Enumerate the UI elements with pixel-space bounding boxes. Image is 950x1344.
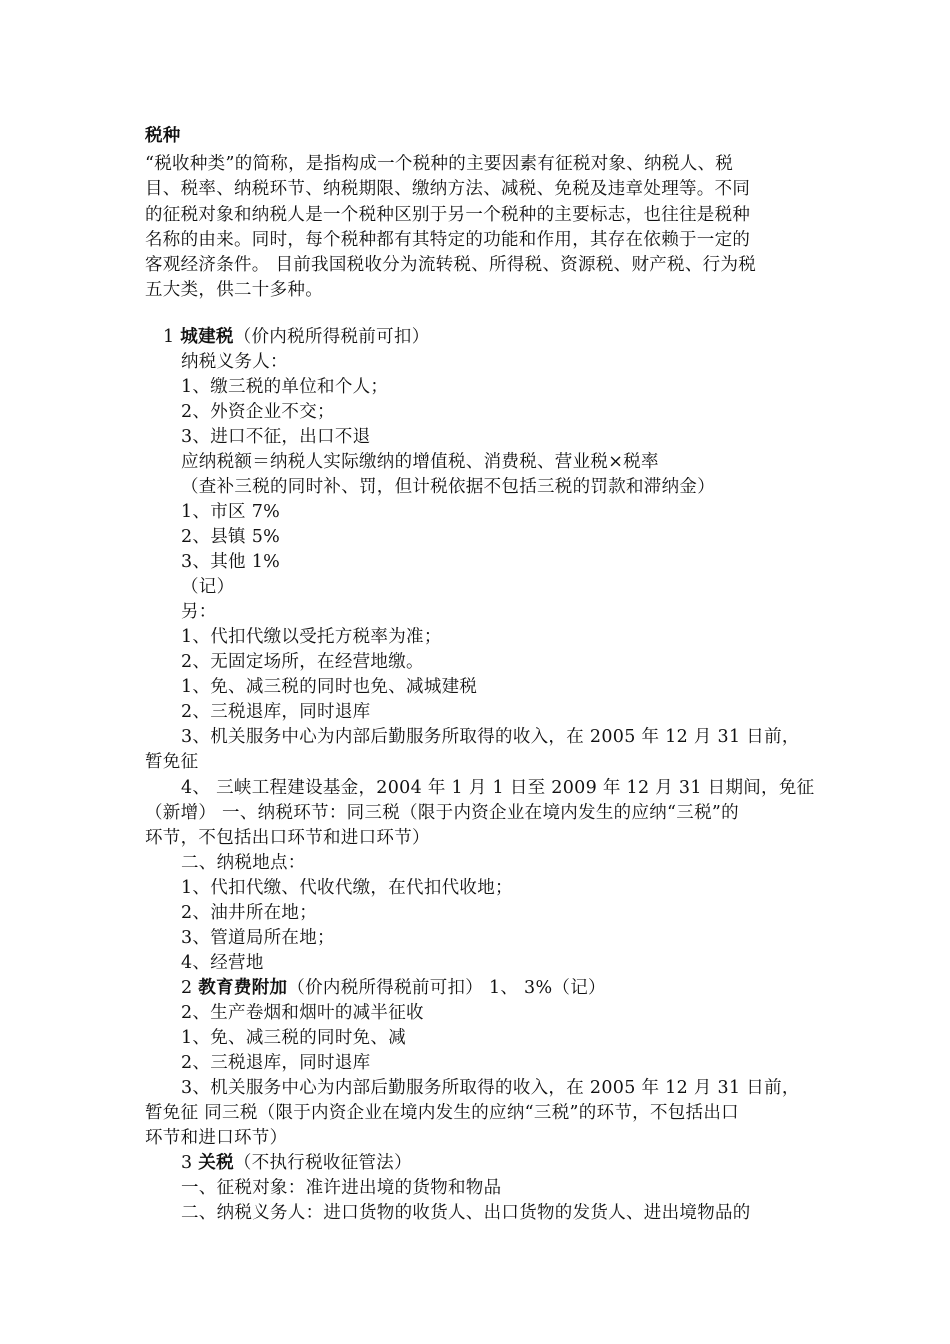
intro-line: “税收种类”的简称，是指构成一个税种的主要因素有征税对象、纳税人、税 — [145, 154, 734, 174]
body-line: 1、免、减三税的同时也免、减城建税 — [181, 677, 478, 697]
body-line: 1、代扣代缴以受托方税率为准； — [181, 627, 442, 647]
body-line: 环节和进口环节） — [145, 1128, 288, 1148]
page-title: 税种 — [145, 126, 181, 146]
body-line: 二、纳税义务人：进口货物的收货人、出口货物的发货人、进出境物品的 — [181, 1203, 751, 1223]
body-line: 纳税义务人： — [181, 352, 288, 372]
body-line: 3、进口不征，出口不退 — [181, 427, 371, 447]
body-line: 2、县镇 5% — [181, 527, 281, 547]
body-line: 2、油井所在地； — [181, 903, 318, 923]
body-line: 1、代扣代缴、代收代缴，在代扣代收地； — [181, 878, 513, 898]
intro-line: 五大类，供二十多种。 — [145, 280, 323, 300]
body-line: 1、缴三税的单位和个人； — [181, 377, 389, 397]
body-line: 一、征税对象：准许进出境的货物和物品 — [181, 1178, 502, 1198]
body-line: （新增） 一、纳税环节：同三税（限于内资企业在境内发生的应纳“三税”的 — [145, 803, 739, 823]
body-line: 二、纳税地点： — [181, 853, 306, 873]
section-heading-chengjianshui — [163, 325, 430, 349]
body-line: （查补三税的同时补、罚，但计税依据不包括三税的罚款和滞纳金） — [181, 477, 715, 497]
body-line: 4、经营地 — [181, 953, 264, 973]
intro-line: 目、税率、纳税环节、纳税期限、缴纳方法、减税、免税及违章处理等。不同 — [145, 179, 751, 199]
section-number: 3 — [181, 1153, 199, 1173]
body-line: 3、其他 1% — [181, 552, 281, 572]
body-line: 4、 三峡工程建设基金，2004 年 1 月 1 日至 2009 年 12 月 31 日期间，免征 — [181, 778, 815, 798]
body-line: 暂免征 同三税（限于内资企业在境内发生的应纳“三税”的环节，不包括出口 — [145, 1103, 739, 1123]
section-heading-guanshui — [181, 1151, 412, 1175]
body-line: 3、机关服务中心为内部后勤服务所取得的收入，在 2005 年 12 月 31 日前， — [181, 1078, 800, 1098]
body-line: 1、免、减三税的同时免、减 — [181, 1028, 407, 1048]
intro-line: 客观经济条件。 目前我国税收分为流转税、所得税、资源税、财产税、行为税 — [145, 255, 757, 275]
body-line: 3、机关服务中心为内部后勤服务所取得的收入，在 2005 年 12 月 31 日前， — [181, 727, 800, 747]
section-name: 城建税 — [180, 327, 234, 347]
body-line: 2、三税退库，同时退库 — [181, 702, 371, 722]
section-note: （不执行税收征管法） — [233, 1153, 412, 1173]
section-note: （价内税所得税前可扣） — [233, 327, 430, 347]
body-line: 2、无固定场所，在经营地缴。 — [181, 652, 424, 672]
body-line: 2、三税退库，同时退库 — [181, 1053, 371, 1073]
body-line: 3、管道局所在地； — [181, 928, 335, 948]
body-line: 2、生产卷烟和烟叶的减半征收 — [181, 1003, 424, 1023]
section-number: 1 — [163, 327, 181, 347]
body-line: 环节，不包括出口环节和进口环节） — [145, 828, 430, 848]
section-name: 教育费附加 — [198, 978, 288, 998]
body-line: 1、市区 7% — [181, 502, 281, 522]
body-line: 另： — [181, 602, 217, 622]
section-note: （价内税所得税前可扣） 1、 3%（记） — [287, 978, 606, 998]
section-name: 关税 — [198, 1153, 234, 1173]
intro-line: 名称的由来。同时，每个税种都有其特定的功能和作用，其存在依赖于一定的 — [145, 230, 751, 250]
body-line: （记） — [181, 577, 235, 597]
body-line: 暂免征 — [145, 752, 199, 772]
section-number: 2 — [181, 978, 199, 998]
intro-line: 的征税对象和纳税人是一个税种区别于另一个税种的主要标志，也往往是税种 — [145, 205, 751, 225]
section-heading-jiaoyufei — [181, 976, 606, 1000]
body-line: 2、外资企业不交； — [181, 402, 335, 422]
body-line: 应纳税额＝纳税人实际缴纳的增值税、消费税、营业税×税率 — [181, 452, 659, 472]
